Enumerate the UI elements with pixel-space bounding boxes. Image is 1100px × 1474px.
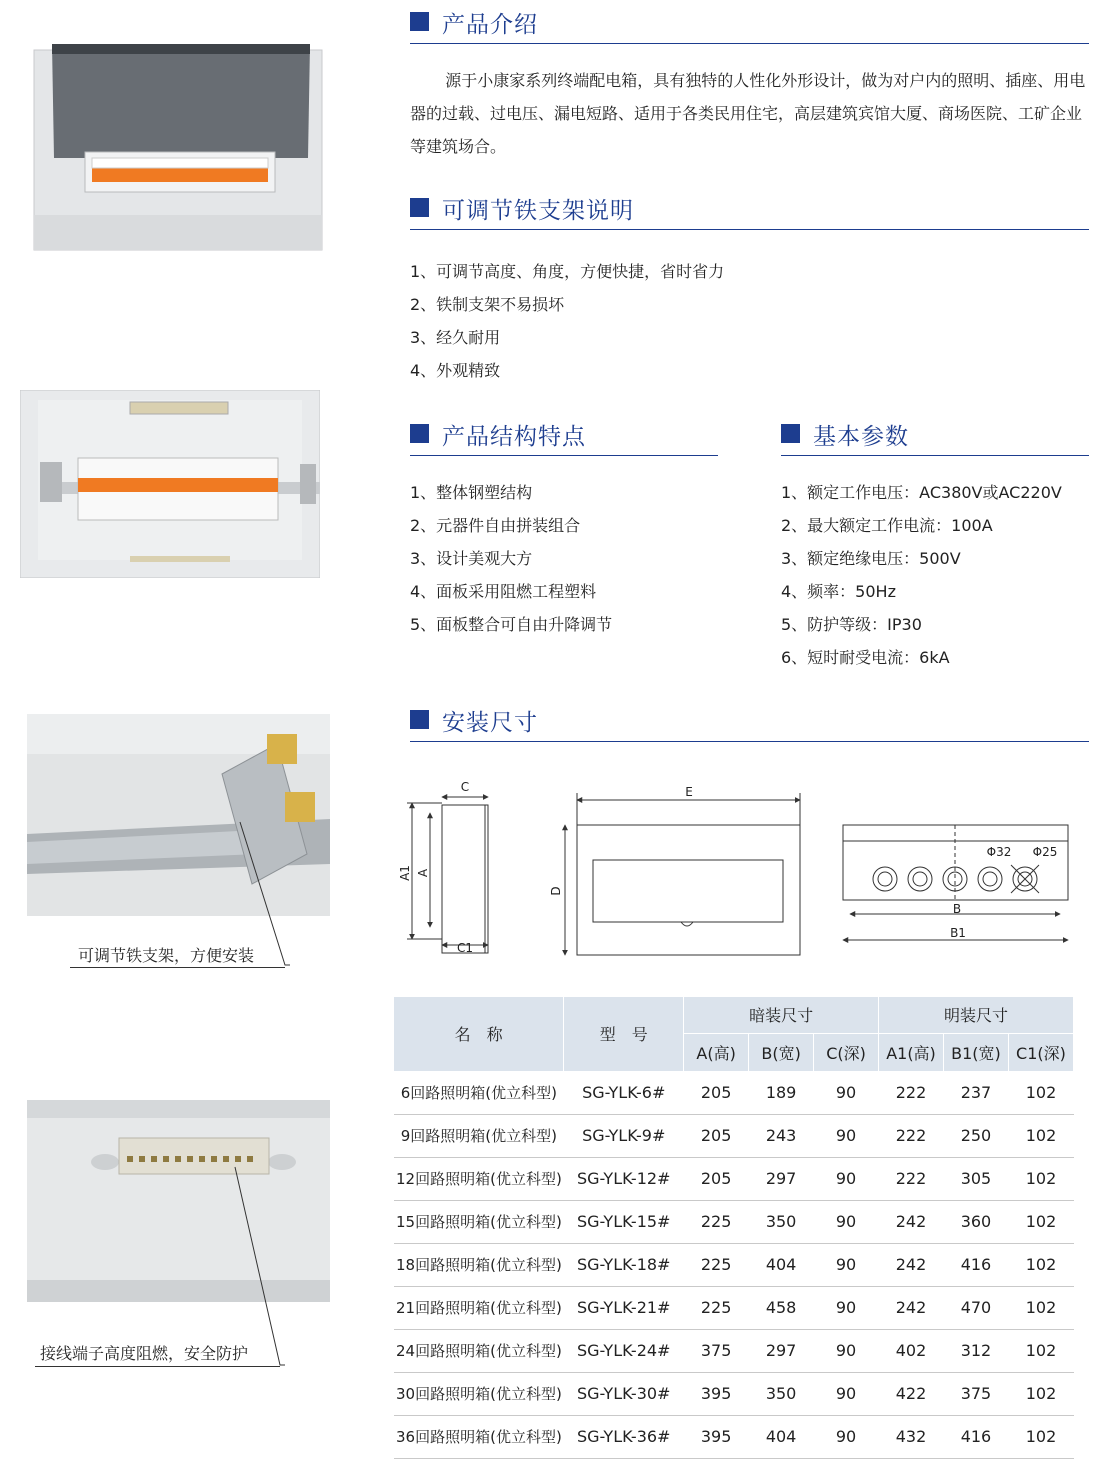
cell-dimension: 350 [749,1372,814,1415]
cell-dimension: 416 [943,1415,1008,1458]
cell-name: 30回路照明箱(优立科型) [394,1372,564,1415]
cell-dimension: 458 [749,1286,814,1329]
distribution-box-closed-illustration [30,40,330,255]
table-row [394,1372,1074,1415]
caption-underline [70,967,285,968]
cell-dimension: 90 [814,1329,879,1372]
cell-dimension: 242 [879,1286,944,1329]
dimension-diagram [395,775,1095,965]
cell-dimension: 432 [879,1415,944,1458]
cell-dimension: 237 [943,1071,1008,1114]
cell-dimension: 102 [1008,1200,1073,1243]
cell-dimension: 102 [1008,1372,1073,1415]
cell-model: SG-YLK-9# [564,1114,684,1157]
dim-label-d: D [549,886,563,896]
cell-dimension: 102 [1008,1157,1073,1200]
heading-rule [410,455,718,456]
cell-name: 6回路照明箱(优立科型) [394,1071,564,1114]
cell-dimension: 360 [943,1200,1008,1243]
heading-rule [410,43,1089,44]
cell-model: SG-YLK-21# [564,1286,684,1329]
dim-label-phi32: Φ32 [986,845,1012,859]
list-item: 3、设计美观大方 [410,549,533,568]
list-item: 3、经久耐用 [410,328,501,347]
list-item: 1、整体钢塑结构 [410,483,533,502]
cell-dimension: 90 [814,1286,879,1329]
bottom-view-diagram [843,825,1068,940]
cell-model: SG-YLK-12# [564,1157,684,1200]
dim-label-a: A [416,868,430,878]
table-row [394,1157,1074,1200]
heading-rule [410,229,1089,230]
table-row [394,1114,1074,1157]
caption-underline [35,1366,280,1367]
cell-model: SG-YLK-6# [564,1071,684,1114]
list-item: 2、最大额定工作电流：100A [781,516,993,535]
dim-label-a1: A1 [398,865,412,881]
dim-label-c: C [460,780,470,794]
params-list [781,476,1062,674]
dim-label-b1: B1 [950,926,966,940]
spec-table-body [394,1071,1074,1458]
list-item: 3、额定绝缘电压：500V [781,549,961,568]
distribution-box-open-illustration [20,390,320,578]
terminal-caption-pointer [225,1165,295,1370]
cell-name: 12回路照明箱(优立科型) [394,1157,564,1200]
cell-dimension: 350 [749,1200,814,1243]
list-item: 2、元器件自由拼装组合 [410,516,581,535]
cell-dimension: 90 [814,1200,879,1243]
cell-dimension: 225 [684,1286,749,1329]
cell-dimension: 225 [684,1200,749,1243]
cell-dimension: 250 [943,1114,1008,1157]
table-row [394,1415,1074,1458]
header-sub: A1(高) [879,1033,944,1071]
heading-rule [410,741,1089,742]
header-model: 型 号 [564,997,684,1071]
table-row [394,1200,1074,1243]
cell-dimension: 395 [684,1372,749,1415]
heading-rule [781,455,1089,456]
cell-dimension: 205 [684,1071,749,1114]
cell-dimension: 297 [749,1329,814,1372]
cell-dimension: 90 [814,1243,879,1286]
cell-dimension: 102 [1008,1071,1073,1114]
table-row [394,1071,1074,1114]
dim-label-b: B [952,902,962,916]
list-item: 4、面板采用阻燃工程塑料 [410,582,597,601]
cell-dimension: 90 [814,1157,879,1200]
cell-dimension: 222 [879,1114,944,1157]
header-concealed: 暗装尺寸 [684,997,879,1033]
product-photo-closed [30,40,330,255]
dim-label-c1: C1 [456,941,474,955]
cell-dimension: 242 [879,1200,944,1243]
breaker-row-icon [92,158,268,182]
heading-square-icon [781,424,800,443]
list-item: 4、外观精致 [410,361,501,380]
header-sub: C1(深) [1008,1033,1073,1071]
heading-square-icon [410,12,429,31]
cell-name: 15回路照明箱(优立科型) [394,1200,564,1243]
terminal-photo-caption: 接线端子高度阻燃，安全防护 [40,1344,249,1363]
cell-dimension: 102 [1008,1286,1073,1329]
list-item: 5、防护等级：IP30 [781,615,922,634]
cell-model: SG-YLK-15# [564,1200,684,1243]
cell-dimension: 243 [749,1114,814,1157]
cell-dimension: 90 [814,1415,879,1458]
dimension-spec-table [394,997,1074,1459]
list-item: 1、可调节高度、角度，方便快捷，省时省力 [410,262,725,281]
bracket-photo-caption: 可调节铁支架，方便安装 [78,946,255,965]
header-name: 名 称 [394,997,564,1071]
section-title: 产品结构特点 [442,424,586,450]
cell-dimension: 90 [814,1071,879,1114]
intro-paragraph: 源于小康家系列终端配电箱，具有独特的人性化外形设计，做为对户内的照明、插座、用电器的过载、过电压、漏电短路、适用于各类民用住宅，高层建筑宾馆大厦、商场医院、工矿企业等建筑场合。 [410,71,1086,156]
header-sub: A(高) [684,1033,749,1071]
cell-dimension: 225 [684,1243,749,1286]
cell-dimension: 312 [943,1329,1008,1372]
heading-square-icon [410,198,429,217]
cell-dimension: 222 [879,1071,944,1114]
dim-label-e: E [685,785,693,799]
header-sub: B(宽) [749,1033,814,1071]
table-row [394,1329,1074,1372]
cell-dimension: 222 [879,1157,944,1200]
cell-dimension: 402 [879,1329,944,1372]
product-photo-open [20,390,320,578]
cell-dimension: 189 [749,1071,814,1114]
table-row [394,1286,1074,1329]
heading-square-icon [410,424,429,443]
cell-dimension: 375 [684,1329,749,1372]
cell-dimension: 395 [684,1415,749,1458]
list-item: 1、额定工作电压：AC380V或AC220V [781,483,1062,502]
cell-dimension: 102 [1008,1415,1073,1458]
cell-dimension: 102 [1008,1329,1073,1372]
cell-dimension: 205 [684,1114,749,1157]
cell-name: 24回路照明箱(优立科型) [394,1329,564,1372]
cell-model: SG-YLK-36# [564,1415,684,1458]
cell-dimension: 470 [943,1286,1008,1329]
section-title: 产品介绍 [442,12,538,38]
cell-model: SG-YLK-18# [564,1243,684,1286]
list-item: 6、短时耐受电流：6kA [781,648,950,667]
section-title: 可调节铁支架说明 [442,198,634,224]
structure-feature-list [410,476,612,641]
cell-dimension: 416 [943,1243,1008,1286]
cell-dimension: 297 [749,1157,814,1200]
cell-dimension: 90 [814,1114,879,1157]
cell-dimension: 90 [814,1372,879,1415]
cell-dimension: 404 [749,1415,814,1458]
cell-model: SG-YLK-30# [564,1372,684,1415]
list-item: 2、铁制支架不易损坏 [410,295,565,314]
cell-dimension: 305 [943,1157,1008,1200]
bracket-feature-list [410,255,724,387]
cell-dimension: 404 [749,1243,814,1286]
cell-model: SG-YLK-24# [564,1329,684,1372]
cell-dimension: 205 [684,1157,749,1200]
section-title: 安装尺寸 [442,710,538,736]
cell-name: 21回路照明箱(优立科型) [394,1286,564,1329]
cell-dimension: 102 [1008,1243,1073,1286]
table-row [394,1243,1074,1286]
cell-dimension: 375 [943,1372,1008,1415]
section-title: 基本参数 [813,424,909,450]
cell-dimension: 102 [1008,1114,1073,1157]
cell-name: 36回路照明箱(优立科型) [394,1415,564,1458]
cell-dimension: 422 [879,1372,944,1415]
front-view-diagram [565,793,800,955]
header-surface: 明装尺寸 [879,997,1074,1033]
heading-square-icon [410,710,429,729]
cell-name: 9回路照明箱(优立科型) [394,1114,564,1157]
dim-label-phi25: Φ25 [1032,845,1058,859]
list-item: 4、频率：50Hz [781,582,896,601]
list-item: 5、面板整合可自由升降调节 [410,615,613,634]
header-sub: C(深) [814,1033,879,1071]
cell-name: 18回路照明箱(优立科型) [394,1243,564,1286]
cell-dimension: 242 [879,1243,944,1286]
header-sub: B1(宽) [943,1033,1008,1071]
